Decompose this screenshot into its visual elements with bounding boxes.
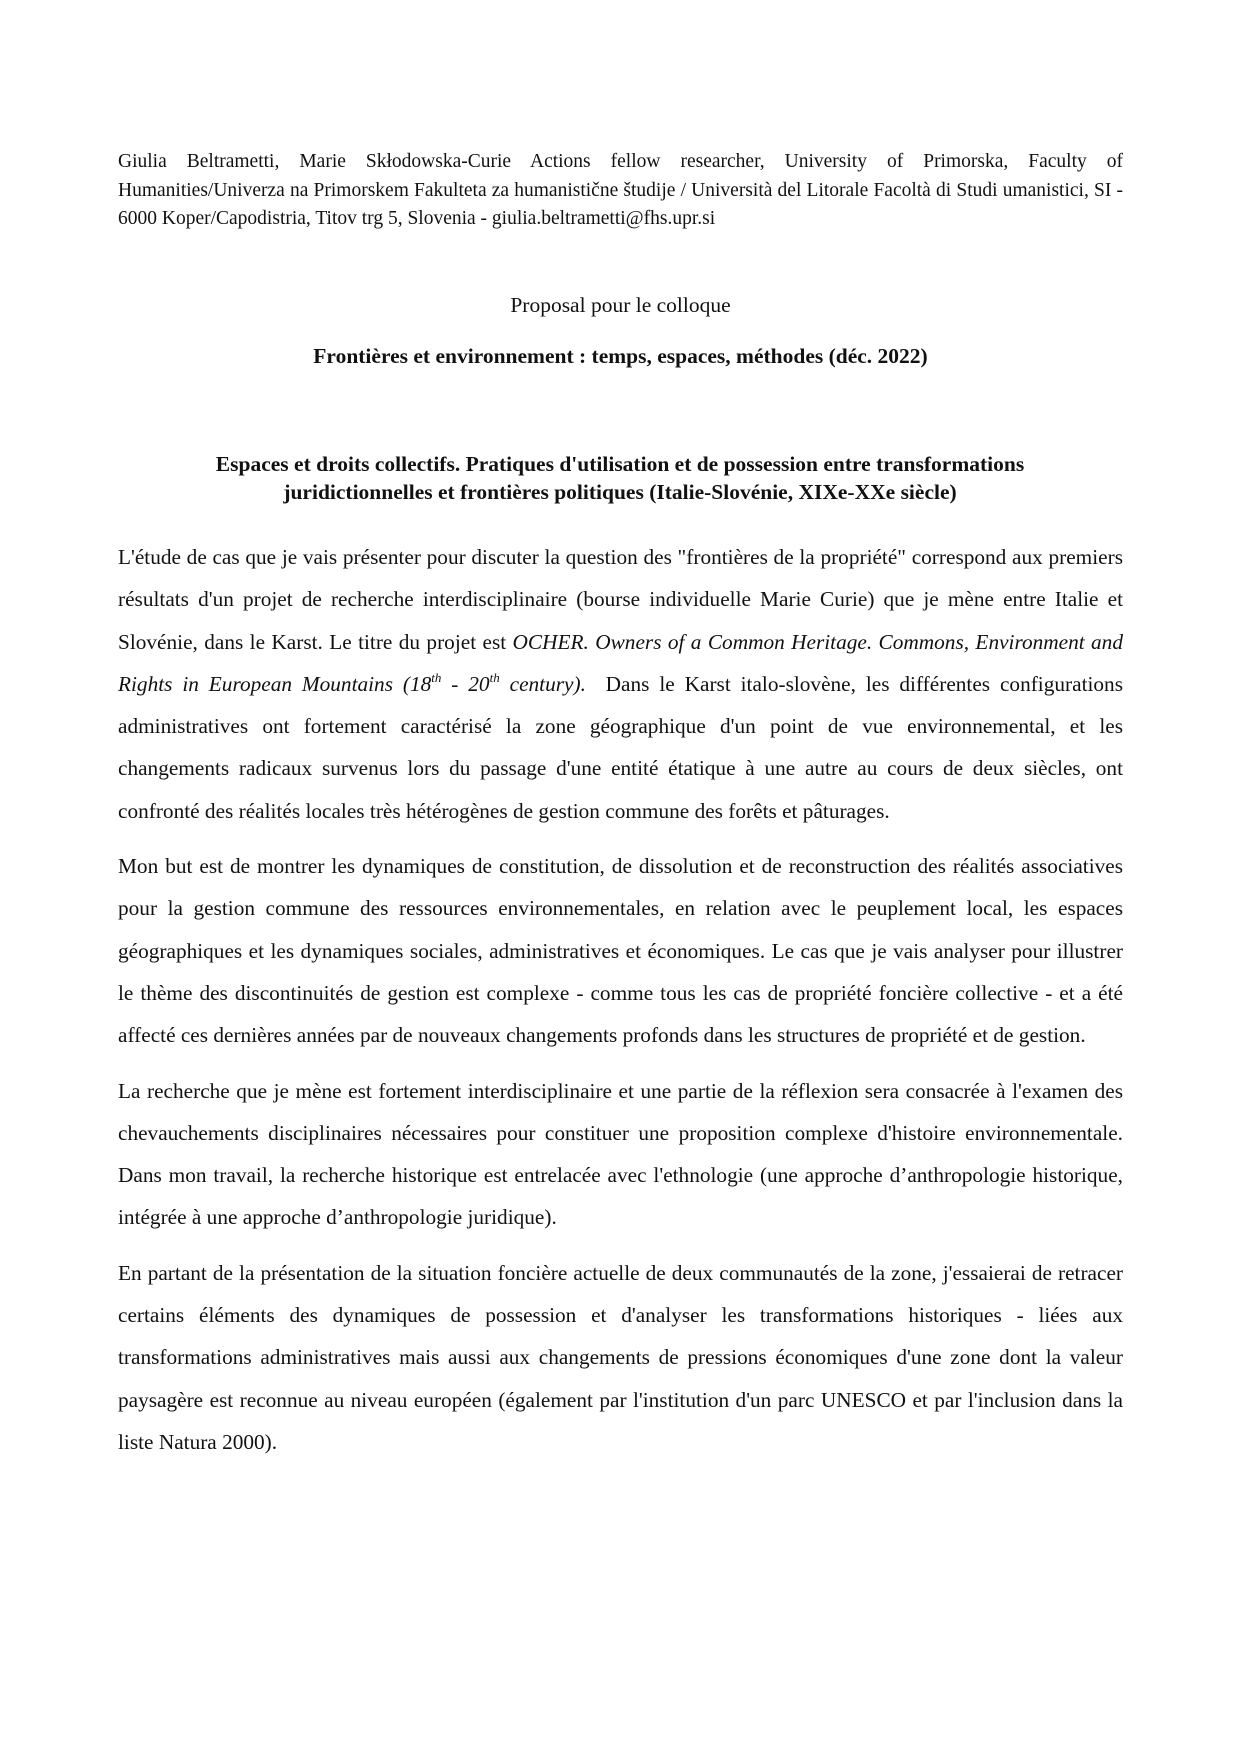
paragraph-2: Mon but est de montrer les dynamiques de constitution, de dissolution et de reconstruction des réalités associatives pour la gestion commune des ressources environnementales, en relation avec le peuplement local, les espaces géographiques et les dynamiques sociales, administratives et économiques. Le cas que je vais analyser pour illustrer le thème des discontinuités de gestion est complexe - comme tous les cas de propriété foncière collective - et a été affecté ces dernières années par de nouveaux changements profonds dans les structures de propriété et de gestion. xyxy=(118,854,1123,1048)
proposal-label: Proposal pour le colloque xyxy=(510,293,731,317)
body-text xyxy=(118,536,1129,1476)
paragraph-3: La recherche que je mène est fortement interdisciplinaire et une partie de la réflexion sera consacrée à l'examen des chevauchements disciplinaires nécessaires pour constituer une proposition complexe d'histoire environnementale. Dans mon travail, la recherche historique est entrelacée avec l'ethnologie (une approche d’anthropologie historique, intégrée à une approche d’anthropologie juridique). xyxy=(118,1078,1123,1230)
paragraph-1-text-a: L'étude de cas que je vais présenter pour discuter la question des "frontières de la propriété" correspond aux premiers résultats d'un projet de recherche interdisciplinaire (bourse individuelle Marie Curie) que je mène entre Italie et Slovénie, dans le Karst. Le titre du projet est xyxy=(118,545,1123,654)
author-affiliation: Giulia Beltrametti, Marie Skłodowska-Curie Actions fellow researcher, University of Primorska, Faculty of Humanities/Univerza na Primorskem Fakulteta za humanistične študije / Università del Litorale Facoltà di Studi umanistici, SI - 6000 Koper/Capodistria, Titov trg 5, Slovenia - giulia.beltrametti@fhs.upr.si xyxy=(118,151,1123,229)
paper-title: Espaces et droits collectifs. Pratiques d'utilisation et de possession entre transformations juridictionnelles et frontières politiques (Italie-Slovénie, XIXe-XXe siècle) xyxy=(215,452,1025,504)
paragraph-4: En partant de la présentation de la situation foncière actuelle de deux communautés de la zone, j'essaierai de retracer certains éléments des dynamiques de possession et d'analyser les transformations historiques - liées aux transformations administratives mais aussi aux changements de pressions économiques d'une zone dont la valeur paysagère est reconnue au niveau européen (également par l'institution d'un parc UNESCO et par l'inclusion dans la liste Natura 2000). xyxy=(118,1260,1123,1454)
colloque-title: Frontières et environnement : temps, espaces, méthodes (déc. 2022) xyxy=(313,344,928,368)
project-title-dash: - 20 xyxy=(441,671,490,696)
superscript-th-2: th xyxy=(489,669,500,685)
project-title-end: century). xyxy=(499,671,586,696)
paragraph-1-text-b: Dans le Karst italo-slovène, les différentes configurations administratives ont fortement caractérisé la zone géographique d'un point de vue environnemental, et les changements radicaux survenus lors du passage d'une entité étatique à une autre au cours de deux siècles, ont confronté des réalités locales très hétérogènes de gestion commune des forêts et pâturages. xyxy=(118,671,1129,823)
project-title-text: OCHER. Owners of a Common Heritage. Commons, Environment and Rights in European Mountains (18 xyxy=(118,629,1123,696)
paragraph-1 xyxy=(118,536,1129,832)
superscript-th-1: th xyxy=(431,669,442,685)
